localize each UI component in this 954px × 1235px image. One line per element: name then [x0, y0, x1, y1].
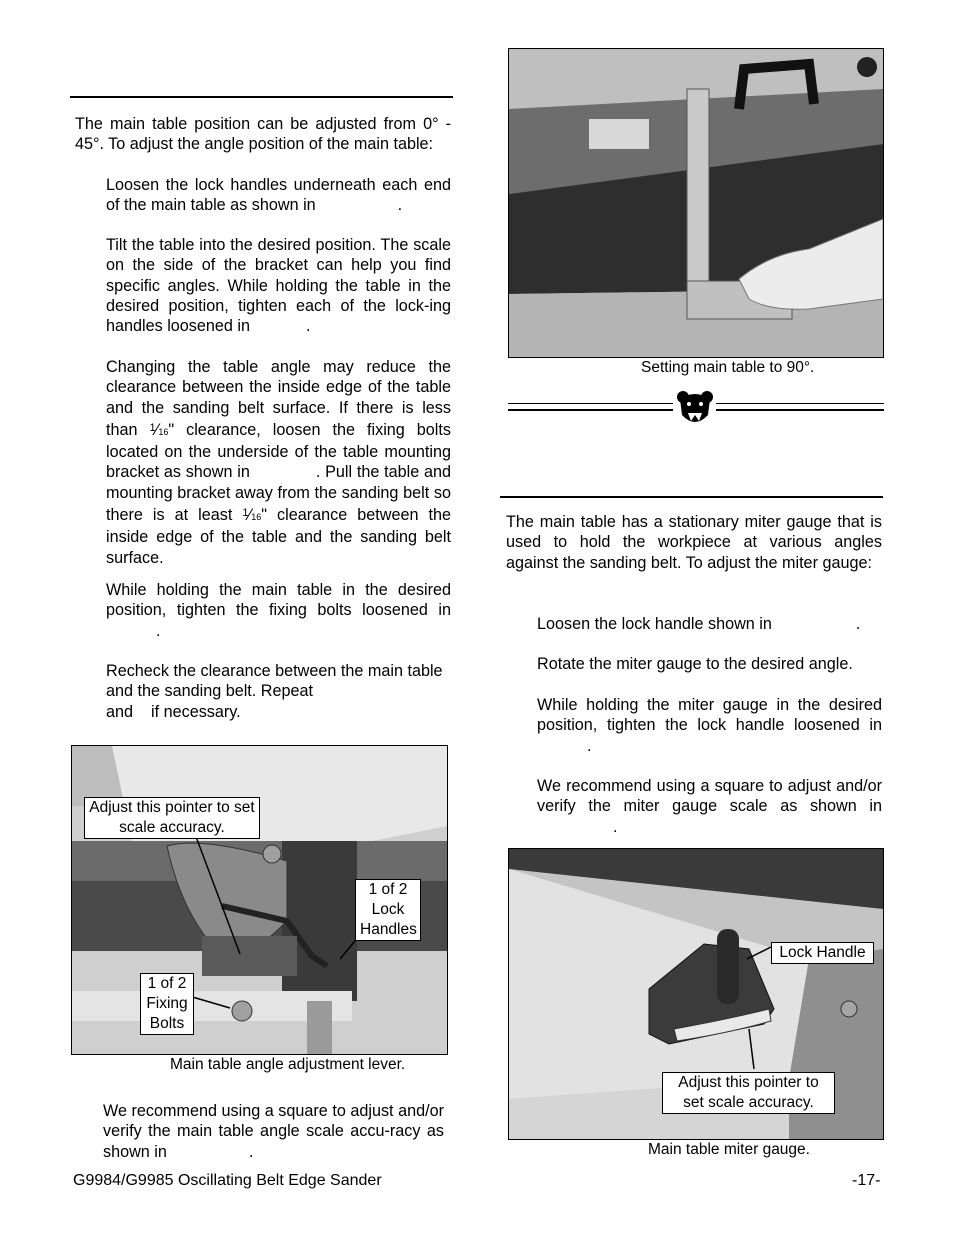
right-section-rule: [500, 496, 883, 498]
left-intro: The main table position can be adjusted from 0° - 45°. To adjust the angle position of the main table:: [75, 115, 451, 154]
left-step-3: Changing the table angle may reduce the clearance between the inside edge of the table and the sanding belt surface. If there is less than $^1$⁄16" clearance, loosen the fixing bolts located on the underside of the table mounting bracket as shown in . Pull the table and mounting bracket away from the sanding belt so there is at least $^1$⁄16" clearance between the inside edge of the table and the sanding belt surface.: [106, 358, 451, 567]
callout-lock-handle: Lock Handle: [771, 942, 874, 964]
callout-adjust-pointer: Adjust this pointer to set scale accuracy.: [84, 797, 260, 839]
bear-logo-icon: [676, 389, 714, 429]
footer-page-number: -17-: [852, 1172, 881, 1189]
left-step-4: While holding the main table in the desired position, tighten the fixing bolts loosened in .: [106, 581, 451, 640]
square-setting-photo: [508, 48, 884, 358]
right-step-2: Rotate the miter gauge to the desired angle.: [537, 655, 853, 673]
right-step-4: We recommend using a square to adjust and/or verify the miter gauge scale as shown in .: [537, 777, 882, 836]
left-section-rule: [70, 96, 453, 98]
square-setting-illustration: [509, 49, 883, 357]
right-figure-2-caption: Main table miter gauge.: [648, 1141, 810, 1158]
left-step-5: Recheck the clearance between the main table and the sanding belt. Repeat and if necessary.: [106, 662, 443, 721]
angle-adjustment-photo: [71, 745, 448, 1055]
right-step-1: Loosen the lock handle shown in .: [537, 615, 861, 633]
callout-lock-handles: 1 of 2 Lock Handles: [355, 879, 421, 941]
left-figure-caption: Main table angle adjustment lever.: [170, 1056, 406, 1073]
callout-fixing-bolts: 1 of 2 Fixing Bolts: [140, 973, 194, 1035]
right-intro: The main table has a stationary miter gauge that is used to hold the workpiece at various angles against the sanding belt. To adjust the miter gauge:: [506, 513, 882, 572]
right-step-3: While holding the miter gauge in the desired position, tighten the lock handle loosened in .: [537, 696, 882, 755]
section-divider: [508, 398, 884, 430]
miter-gauge-photo: [508, 848, 884, 1140]
left-step-1: Loosen the lock handles underneath each end of the main table as shown in .: [106, 176, 451, 215]
footer-title: G9984/G9985 Oscillating Belt Edge Sander: [73, 1172, 382, 1189]
left-note: We recommend using a square to adjust and/or verify the main table angle scale accu-racy as shown in .: [103, 1102, 444, 1161]
left-step-2: Tilt the table into the desired position. The scale on the side of the bracket can help you find specific angles. While holding the table in the desired position, tighten each of the lock-ing handles loosened in .: [106, 236, 451, 336]
callout-adjust-pointer-miter: Adjust this pointer to set scale accuracy.: [662, 1072, 835, 1114]
right-figure-1-caption: Setting main table to 90°.: [641, 359, 815, 376]
